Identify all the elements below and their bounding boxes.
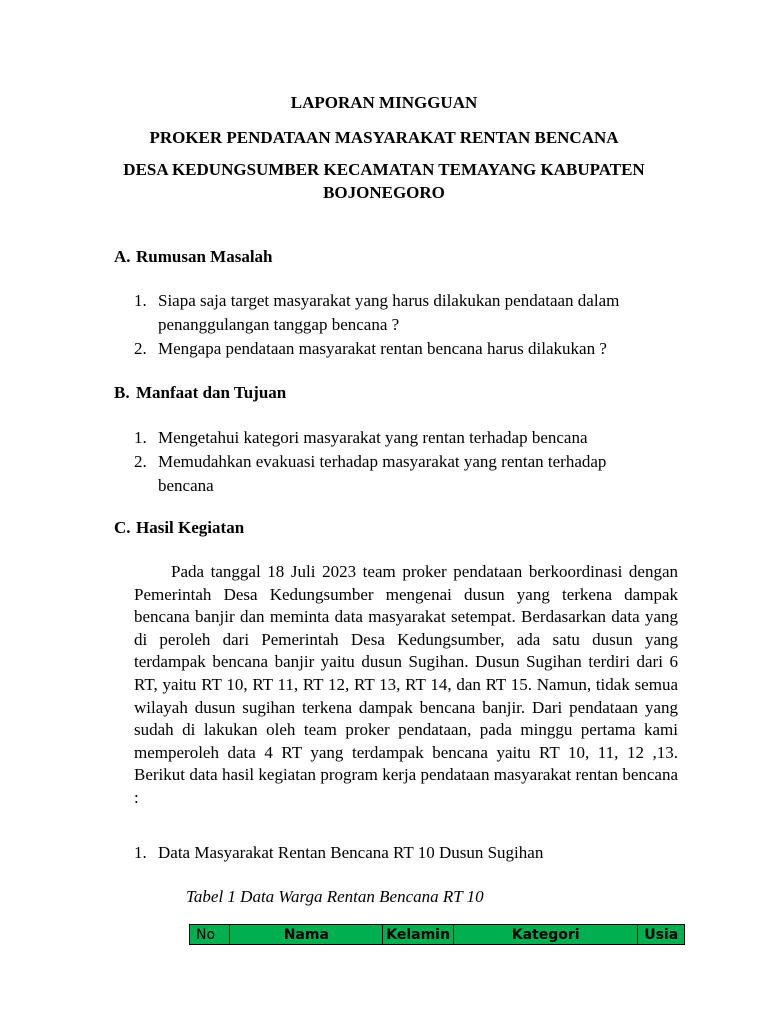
section-a-list [0,289,768,361]
section-c-heading [114,517,244,539]
list-item-number: 2. [134,339,147,358]
column-header-nama: Nama [230,925,383,945]
section-c-title: Hasil Kegiatan [136,518,245,537]
section-b-list [0,426,768,498]
location-title-line1: DESA KEDUNGSUMBER KECAMATAN TEMAYANG KABUPATEN [123,160,645,179]
list-item-number: 1. [134,291,147,310]
list-item-text: Mengetahui kategori masyarakat yang rentan terhadap bencana [158,428,588,447]
table-header-row [190,925,685,945]
list-item-text: Memudahkan evakuasi terhadap masyarakat yang rentan terhadap bencana [158,452,607,495]
section-b-letter: B. [114,383,130,402]
section-a-letter: A. [114,247,131,266]
residents-table [189,924,685,945]
list-item [0,337,628,361]
table-caption: Tabel 1 Data Warga Rentan Bencana RT 10 [186,887,484,906]
data-list-text: Data Masyarakat Rentan Bencana RT 10 Dusun Sugihan [158,843,544,862]
column-header-usia: Usia [638,925,685,945]
list-item [0,289,628,337]
column-header-kategori: Kategori [453,925,637,945]
section-c-letter: C. [114,518,131,537]
report-title: LAPORAN MINGGUAN [290,93,478,112]
list-item [0,450,628,498]
list-item-text: Siapa saja target masyarakat yang harus dilakukan pendataan dalam penanggulangan tanggap bencana ? [158,291,620,334]
column-header-no: No [190,925,230,945]
section-b-heading [114,382,286,404]
location-title-line2: BOJONEGORO [323,183,445,202]
program-title: PROKER PENDATAAN MASYARAKAT RENTAN BENCANA [149,128,619,147]
data-list-item [134,842,543,864]
list-item-number: 1. [134,428,147,447]
data-list-number: 1. [134,843,147,862]
list-item-text: Mengapa pendataan masyarakat rentan bencana harus dilakukan ? [158,339,607,358]
list-item [0,426,628,450]
activity-results-paragraph: Pada tanggal 18 Juli 2023 team proker pendataan berkoordinasi dengan Pemerintah Desa Kedungsumber mengenai dusun yang terkena dampak bencana banjir dan meminta data masyarakat setempat. Berdasarkan data yang di peroleh dari Pemerintah Desa Kedungsumber, ada satu dusun yang terdampak bencana banjir yaitu dusun Sugihan. Dusun Sugihan terdiri dari 6 RT, yaitu RT 10, RT 11, RT 12, RT 13, RT 14, dan RT 15. Namun, tidak semua wilayah dusun sugihan terkena dampak bencana banjir. Dari pendataan yang sudah di lakukan oleh team proker pendataan, pada minggu pertama kami memperoleh data 4 RT yang terdampak bencana yaitu RT 10, 11, 12 ,13. Berikut data hasil kegiatan program kerja pendataan masyarakat rentan bencana : [134,562,678,807]
section-a-title: Rumusan Masalah [136,247,273,266]
list-item-number: 2. [134,452,147,471]
column-header-kelamin: Kelamin [383,925,454,945]
section-b-title: Manfaat dan Tujuan [136,383,287,402]
section-a-heading [114,246,273,268]
